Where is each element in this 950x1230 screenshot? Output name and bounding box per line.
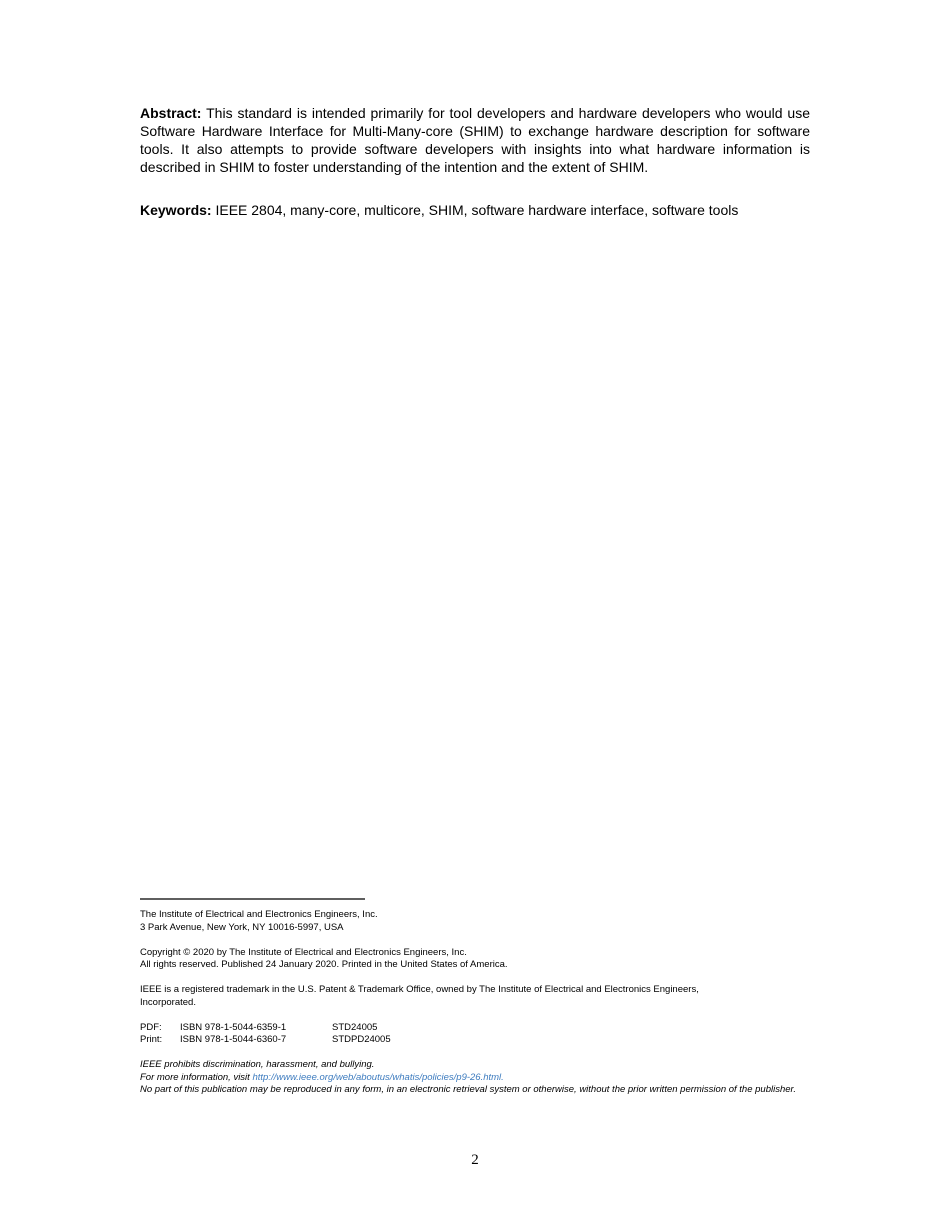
abstract-paragraph: [140, 104, 810, 176]
copyright-block: [140, 947, 810, 972]
isbn-row-print: [140, 1034, 810, 1047]
footnote-separator-rule: [140, 898, 365, 900]
rights-line: All rights reserved. Published 24 January 2020. Printed in the United States of America.: [140, 959, 508, 970]
isbn-product-code: STDPD24005: [332, 1034, 391, 1045]
copyright-line: Copyright © 2020 by The Institute of Electrical and Electronics Engineers, Inc.: [140, 946, 467, 958]
isbn-format-label: Print:: [140, 1034, 163, 1045]
isbn-number: ISBN 978-1-5044-6360-7: [180, 1034, 287, 1045]
abstract-label: Abstract:: [140, 105, 202, 121]
isbn-format-label: PDF:: [140, 1021, 162, 1033]
page-number: 2: [471, 1152, 479, 1168]
isbn-row-pdf: [140, 1022, 810, 1035]
policy-statement: IEEE prohibits discrimination, harassment, and bullying.: [140, 1059, 375, 1070]
keywords-paragraph: [140, 201, 810, 219]
abstract-text: This standard is intended primarily for tool developers and hardware developers who would use Software Hardware Interface for Multi-Many-core (SHIM) to exchange hardware description for software tools. It also attempts to provide software developers with insights into what hardware information is described in SHIM to foster understanding of the intention and the extent of SHIM.: [140, 105, 810, 175]
publisher-address-block: [140, 909, 810, 934]
isbn-block: [140, 1022, 810, 1047]
keywords-text: IEEE 2804, many-core, multicore, SHIM, software hardware interface, software tools: [215, 202, 739, 218]
publisher-address: 3 Park Avenue, New York, NY 10016-5997, USA: [140, 921, 344, 933]
isbn-number: ISBN 978-1-5044-6359-1: [180, 1021, 287, 1033]
reproduction-permission-notice: No part of this publication may be reproduced in any form, in an electronic retrieval system or otherwise, without the prior written permission of the publisher.: [140, 1084, 796, 1095]
main-text-region: [140, 104, 810, 219]
trademark-notice: IEEE is a registered trademark in the U.S. Patent & Trademark Office, owned by The Institute of Electrical and Electronics Engineers, Incorporated.: [140, 984, 699, 1008]
footnote-region: [140, 898, 810, 1097]
policy-link-prefix: For more information, visit: [140, 1071, 253, 1083]
policy-notice-block: [140, 1059, 810, 1097]
publisher-name: The Institute of Electrical and Electronics Engineers, Inc.: [140, 909, 378, 920]
policy-url-link[interactable]: http://www.ieee.org/web/aboutus/whatis/policies/p9-26.html.: [252, 1071, 504, 1083]
policy-more-info-line: [140, 1072, 810, 1085]
isbn-product-code: STD24005: [332, 1021, 378, 1033]
keywords-label: Keywords:: [140, 202, 212, 218]
